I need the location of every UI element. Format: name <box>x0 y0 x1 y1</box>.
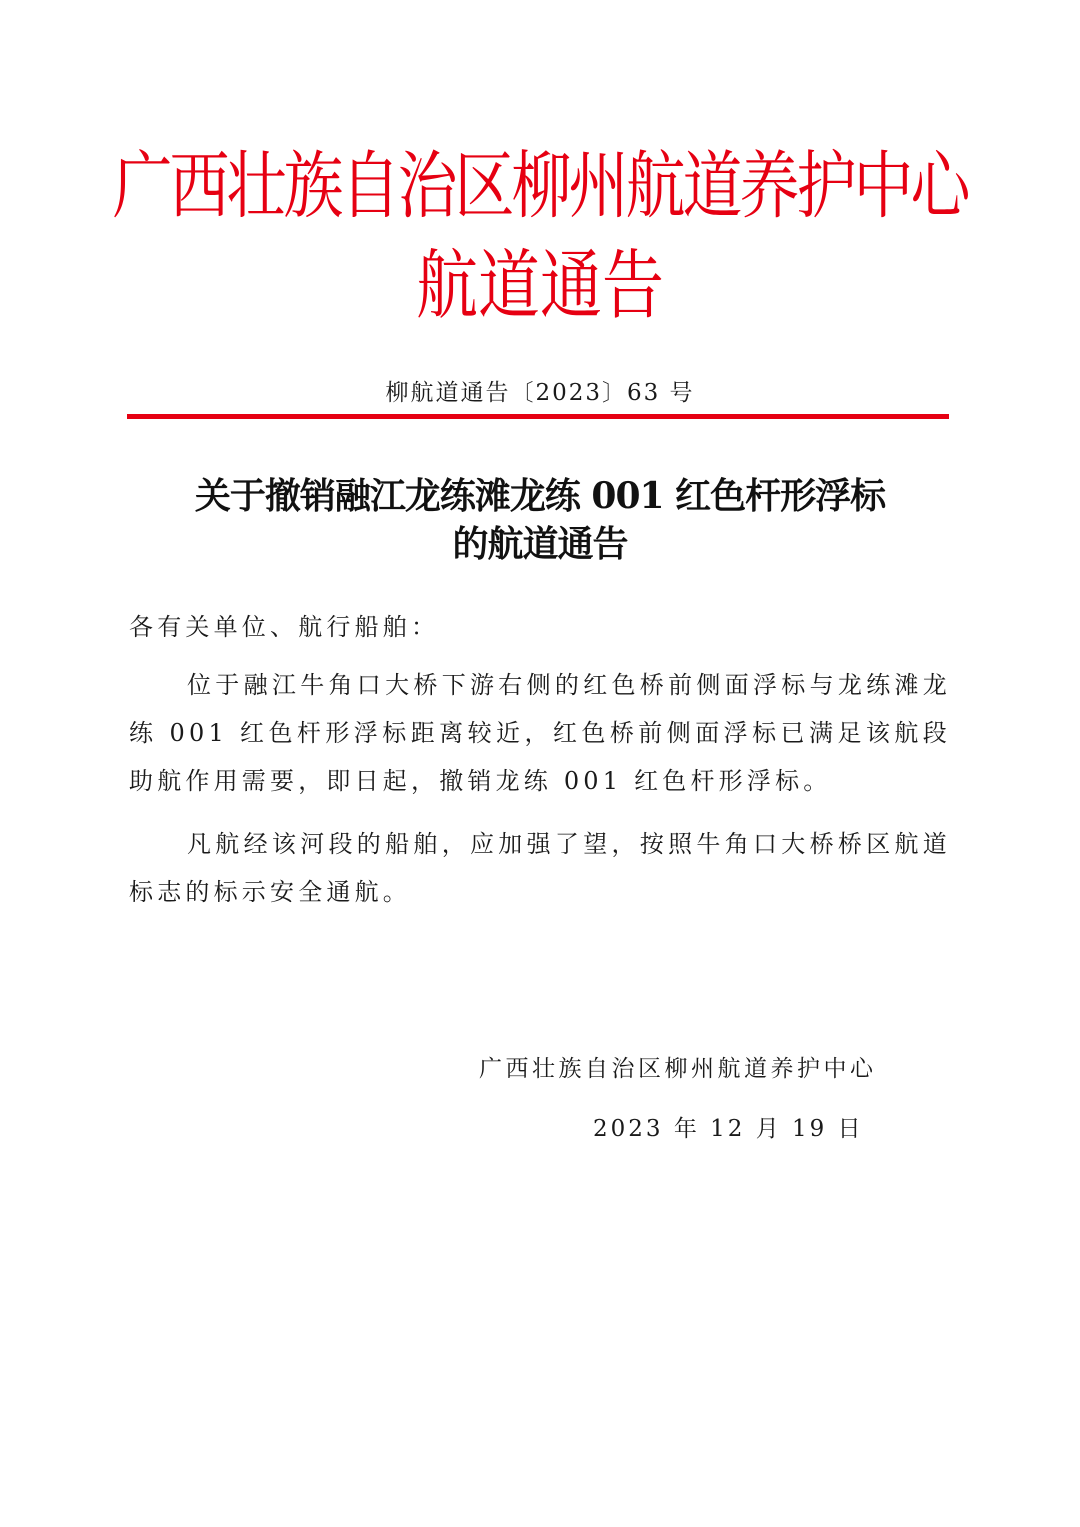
document-number: 柳航道通告〔2023〕63 号 <box>385 380 695 406</box>
signature-date: 2023 年 12 月 19 日 <box>593 1116 864 1142</box>
document-title-line-1: 关于撤销融江龙练滩龙练 001 红色杆形浮标 <box>194 475 886 517</box>
issuer-masthead: 广西壮族自治区柳州航道养护中心 <box>112 143 968 230</box>
salutation: 各有关单位、航行船舶： <box>129 613 440 641</box>
red-divider-rule <box>127 414 949 419</box>
signature-organization: 广西壮族自治区柳州航道养护中心 <box>479 1056 877 1082</box>
body-paragraph-2: 凡航经该河段的船舶，应加强了望，按照牛角口大桥桥区航道标志的标示安全通航。 <box>129 830 951 906</box>
body-paragraph-1: 位于融江牛角口大桥下游右侧的红色桥前侧面浮标与龙练滩龙练 001 红色杆形浮标距离较近，红色桥前侧面浮标已满足该航段助航作用需要，即日起，撤销龙练 001 红色杆形浮标。 <box>129 671 951 795</box>
notice-type-masthead: 航道通告 <box>415 240 664 330</box>
document-title-line-2: 的航道通告 <box>452 523 628 565</box>
